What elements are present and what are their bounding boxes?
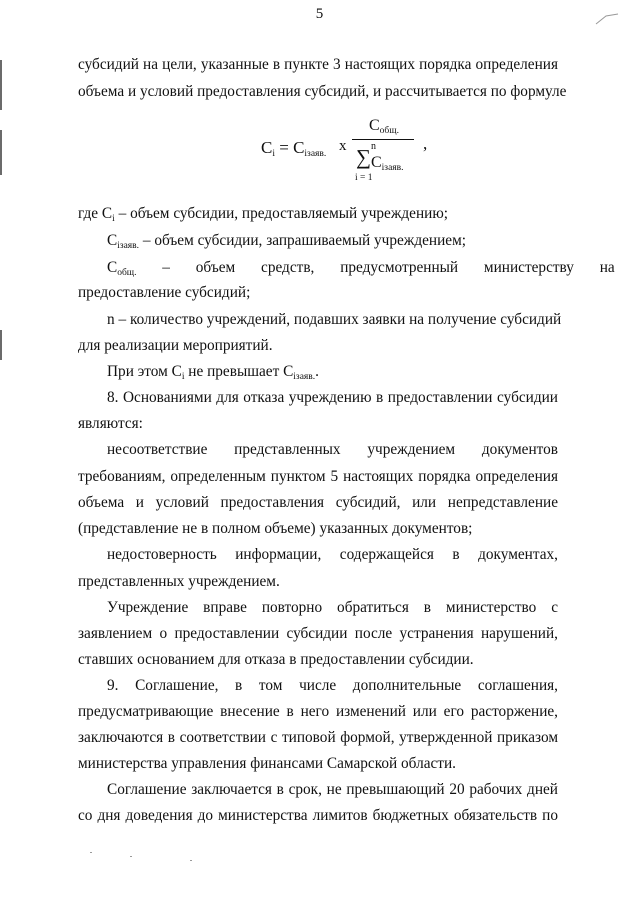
subscript: общ. (117, 268, 137, 278)
formula-num-sub: общ. (379, 126, 399, 136)
page-number: 5 (315, 6, 324, 22)
formula-c: C (261, 138, 273, 157)
text-line: несоответствие представленных учреждением документов (107, 441, 558, 458)
text-span: – объем субсидии, предоставляемый учреждению; (114, 205, 449, 222)
text-line: предоставление субсидий; (78, 284, 251, 301)
text-line: заключаются в соответствии с типовой формой, утвержденной приказом (78, 729, 558, 746)
scan-speck (90, 852, 92, 853)
text-span: . (315, 363, 319, 380)
formula-sub-i: i (272, 149, 275, 159)
subscript: i (181, 372, 185, 382)
text-line (107, 231, 558, 256)
text-line: Учреждение вправе повторно обратиться в министерство с (107, 599, 558, 616)
text-span: – объем средств, предусмотренный министерству на (136, 259, 615, 276)
text-line: объема и условий предоставления субсидий, или непредставление (78, 494, 558, 511)
sum-lower-limit: i = 1 (355, 173, 373, 183)
scan-edge-mark (0, 330, 2, 360)
text-line: 8. Основаниями для отказа учреждению в предоставлении субсидии (107, 389, 558, 406)
formula-lhs (261, 138, 326, 159)
formula-den-c: C (371, 154, 382, 171)
text-span: C (107, 232, 118, 249)
text-line: объема и условий предоставления субсидий, и рассчитывается по формуле (78, 83, 567, 100)
sum-upper-limit: n (371, 141, 376, 152)
formula-denominator (371, 154, 404, 173)
text-line (107, 362, 558, 387)
text-line: Соглашение заключается в срок, не превышающий 20 рабочих дней (107, 781, 558, 798)
text-line: n – количество учреждений, подавших заявки на получение субсидий (107, 311, 562, 328)
text-span: – объем субсидии, запрашиваемый учреждением; (139, 232, 466, 249)
text-line (107, 258, 615, 283)
text-line: предусматривающие внесение в него изменений или его расторжение, (78, 703, 558, 720)
fraction-bar (352, 139, 414, 140)
text-line (78, 204, 558, 229)
formula-eq-c: = C (274, 138, 305, 157)
subscript: iзаяв. (117, 241, 140, 251)
text-line: заявлением о предоставлении субсидии после устранения нарушений, (78, 625, 558, 642)
text-line: представленных учреждением. (78, 573, 280, 590)
text-line: 9. Соглашение, в том числе дополнительные соглашения, (107, 677, 558, 694)
text-line: для реализации мероприятий. (78, 337, 273, 354)
formula (0, 0, 639, 200)
text-span: При этом C (107, 363, 182, 380)
text-line: (представление не в полном объеме) указанных документов; (78, 520, 473, 537)
text-span: где C (78, 205, 113, 222)
scan-speck (130, 856, 132, 857)
text-line: министерства управления финансами Самарской области. (78, 755, 456, 772)
text-line: со дня доведения до министерства лимитов бюджетных обязательств по (78, 807, 558, 824)
text-line: недостоверность информации, содержащейся в документах, (107, 546, 558, 563)
text-line: требованиям, определенным пунктом 5 настоящих порядка определения (78, 468, 558, 485)
text-line: являются: (78, 415, 143, 432)
formula-sub-ireq: iзаяв. (304, 149, 327, 159)
text-line: субсидий на цели, указанные в пункте 3 настоящих порядка определения (78, 56, 558, 73)
subscript: iзаяв. (293, 372, 316, 382)
formula-comma: , (423, 134, 428, 153)
text-span: не превышает C (184, 363, 294, 380)
text-line: ставших основанием для отказа в предоставлении субсидии. (78, 651, 474, 668)
formula-times: x (339, 138, 347, 154)
subscript: i (112, 214, 115, 224)
scan-speck (190, 860, 192, 861)
formula-numerator (369, 117, 399, 136)
text-span: C (107, 259, 118, 276)
formula-den-sub: iзаяв. (381, 163, 404, 173)
sum-sign: ∑ (356, 145, 371, 169)
formula-num-c: C (369, 117, 380, 134)
